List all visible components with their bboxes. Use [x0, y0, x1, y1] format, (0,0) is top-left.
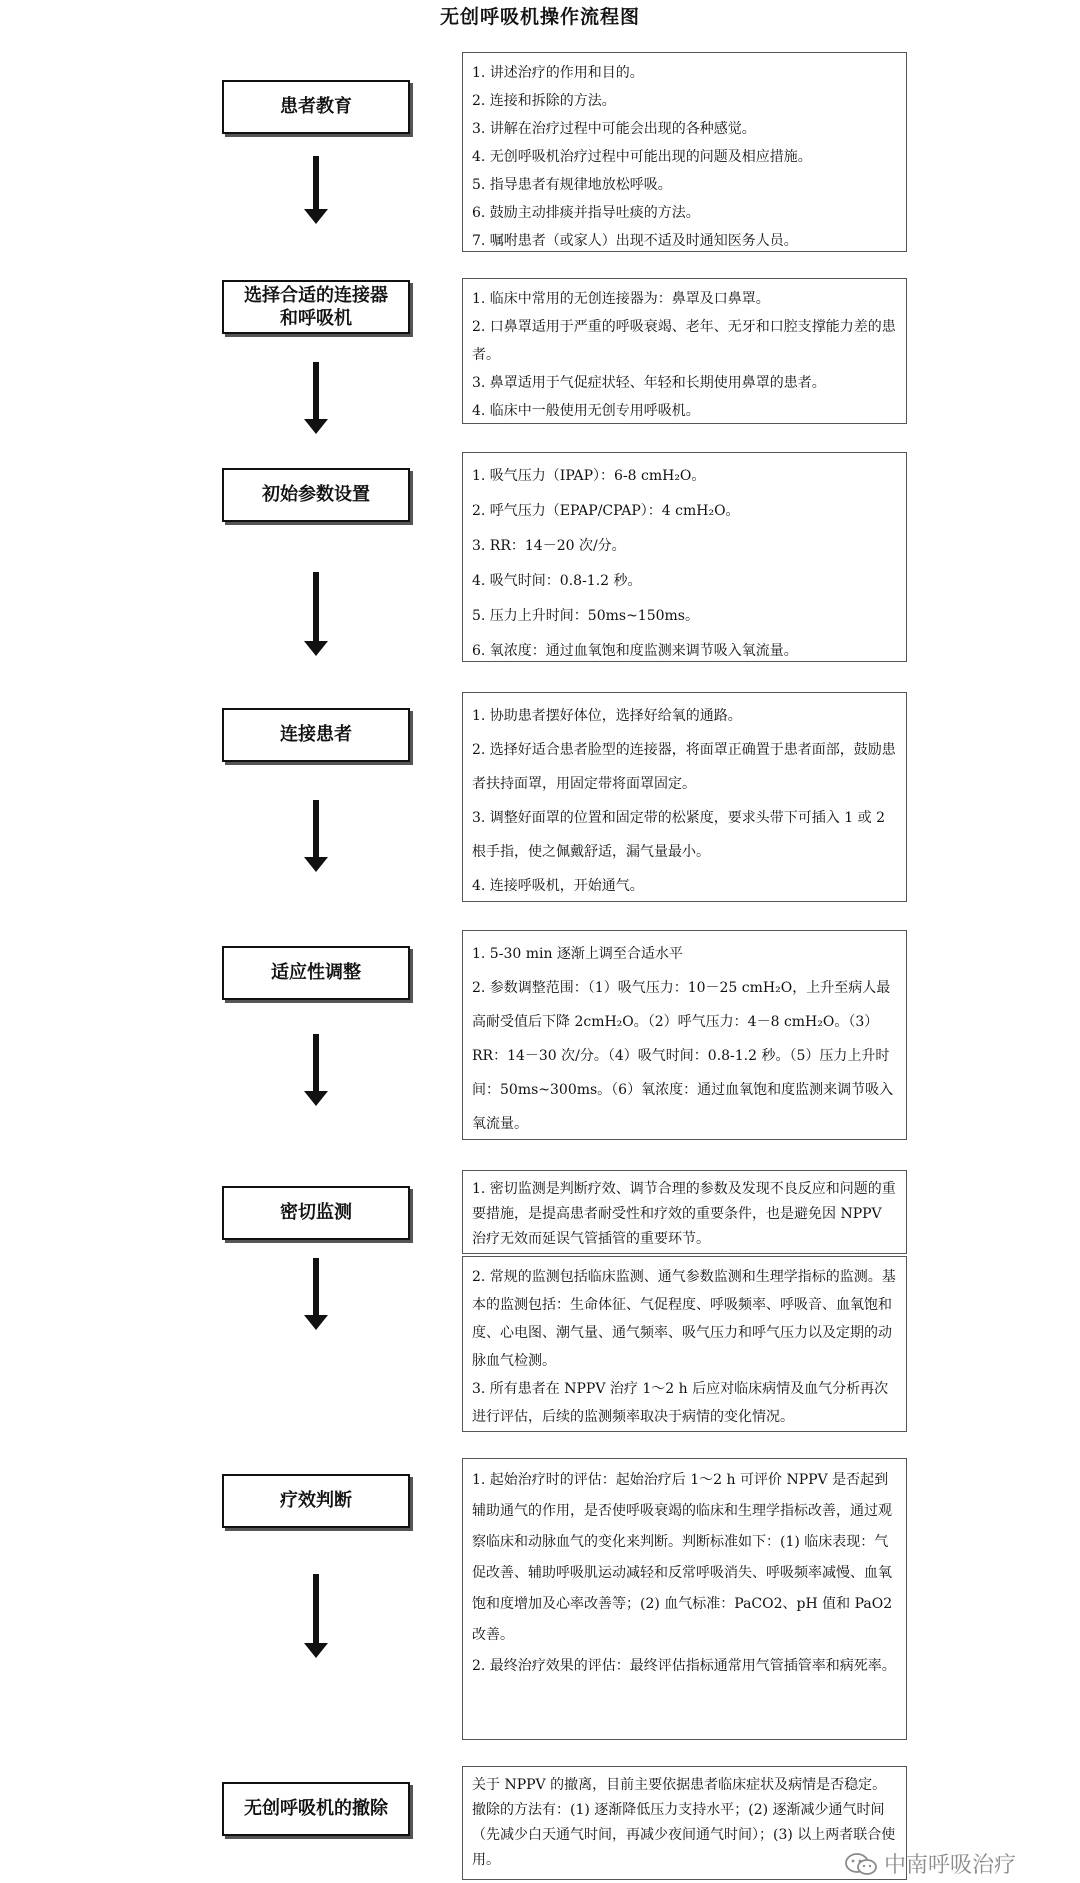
- watermark-text: 中南呼吸治疗: [884, 1853, 1017, 1878]
- wechat-icon: [844, 1852, 878, 1876]
- detail-box-connect: [462, 692, 907, 902]
- step-connect-patient: [222, 708, 410, 762]
- page-title: 无创呼吸机操作流程图: [439, 6, 640, 28]
- detail-box-params: [462, 452, 907, 662]
- detail-box-efficacy: [462, 1458, 907, 1740]
- detail-item: 2. 呼气压力（EPAP/CPAP）：4 cmH₂O。: [472, 503, 740, 519]
- step-adaptive-adjustment: [222, 946, 410, 1000]
- step-label: 选择合适的连接器 和呼吸机: [244, 284, 388, 329]
- detail-item: 1. 协助患者摆好体位，选择好给氧的通路。: [472, 708, 742, 724]
- detail-item: 1. 起始治疗时的评估：起始治疗后 1～2 h 可评价 NPPV 是否起到辅助通气的作用，是否使呼吸衰竭的临床和生理学指标改善，通过观察临床和动脉血气的变化来判断。判断标准如下：(1) 临床表现：气促改善、辅助呼吸肌运动减轻和反常呼吸消失、呼吸频率减慢、血氧饱和度增加及心率改善等；(2) 血气标准：PaCO2、pH 值和 PaO2 改善。: [472, 1472, 893, 1643]
- step-label: 密切监测: [280, 1202, 352, 1224]
- detail-item: 1. 讲述治疗的作用和目的。: [472, 65, 644, 81]
- detail-item: 关于 NPPV 的撤离，目前主要依据患者临床症状及病情是否稳定。撤除的方法有：(1) 逐渐降低压力支持水平；(2) 逐渐减少通气时间（先减少白天通气时间，再减少夜间通气时间）；(3) 以上两者联合使用。: [472, 1777, 896, 1868]
- detail-item: 2. 选择好适合患者脸型的连接器，将面罩正确置于患者面部，鼓励患者扶持面罩，用固定带将面罩固定。: [472, 742, 896, 792]
- step-patient-education: [222, 80, 410, 134]
- detail-item: 2. 最终治疗效果的评估：最终评估指标通常用气管插管率和病死率。: [472, 1658, 896, 1674]
- step-select-connector: [222, 280, 410, 334]
- arrow-down-icon: [313, 362, 319, 420]
- detail-item: 2. 常规的监测包括临床监测、通气参数监测和生理学指标的监测。基本的监测包括：生命体征、气促程度、呼吸频率、呼吸音、血氧饱和度、心电图、潮气量、通气频率、吸气压力和呼气压力以及定期的动脉血气检测。: [472, 1269, 896, 1369]
- detail-item: 2. 口鼻罩适用于严重的呼吸衰竭、老年、无牙和口腔支撑能力差的患者。: [472, 319, 896, 363]
- arrow-down-icon: [313, 1574, 319, 1644]
- step-label: 连接患者: [280, 724, 352, 746]
- step-efficacy-judgment: [222, 1474, 410, 1528]
- detail-item: 2. 连接和拆除的方法。: [472, 93, 616, 109]
- detail-item: 3. 讲解在治疗过程中可能会出现的各种感觉。: [472, 121, 756, 137]
- detail-item: 3. 鼻罩适用于气促症状轻、年轻和长期使用鼻罩的患者。: [472, 375, 826, 391]
- detail-item: 4. 连接呼吸机，开始通气。: [472, 878, 644, 894]
- detail-item: 1. 临床中常用的无创连接器为：鼻罩及口鼻罩。: [472, 291, 770, 307]
- detail-box-education: [462, 52, 907, 252]
- arrow-down-icon: [313, 1034, 319, 1092]
- detail-box-removal: [462, 1766, 907, 1880]
- detail-item: 3. 调整好面罩的位置和固定带的松紧度，要求头带下可插入 1 或 2 根手指，使之佩戴舒适，漏气量最小。: [472, 810, 885, 860]
- detail-item: 1. 5-30 min 逐渐上调至合适水平: [472, 946, 683, 962]
- arrow-down-icon: [313, 156, 319, 210]
- step-label: 适应性调整: [271, 962, 361, 984]
- detail-box-monitoring-2: [462, 1256, 907, 1432]
- arrow-down-icon: [313, 572, 319, 642]
- step-label: 患者教育: [280, 96, 352, 118]
- detail-box-connector: [462, 278, 907, 424]
- step-close-monitoring: [222, 1186, 410, 1240]
- detail-item: 1. 吸气压力（IPAP）：6-8 cmH₂O。: [472, 468, 706, 484]
- step-ventilator-removal: [222, 1782, 410, 1836]
- step-initial-params: [222, 468, 410, 522]
- detail-item: 3. 所有患者在 NPPV 治疗 1～2 h 后应对临床病情及血气分析再次进行评估，后续的监测频率取决于病情的变化情况。: [472, 1381, 889, 1425]
- arrow-down-icon: [313, 800, 319, 858]
- detail-item: 4. 吸气时间：0.8-1.2 秒。: [472, 573, 642, 589]
- detail-item: 2. 参数调整范围：（1）吸气压力：10－25 cmH₂O，上升至病人最高耐受值后下降 2cmH₂O。（2）呼气压力：4－8 cmH₂O。（3）RR：14－30 次/分。（4）吸气时间：0.8-1.2 秒。（5）压力上升时间：50ms~300ms。（6）氧浓度：通过血氧饱和度监测来调节吸入氧流量。: [472, 980, 894, 1132]
- detail-item: 4. 临床中一般使用无创专用呼吸机。: [472, 403, 700, 419]
- detail-item: 4. 无创呼吸机治疗过程中可能出现的问题及相应措施。: [472, 149, 812, 165]
- watermark: [844, 1848, 1016, 1879]
- detail-item: 7. 嘱咐患者（或家人）出现不适及时通知医务人员。: [472, 233, 798, 249]
- step-label: 初始参数设置: [262, 484, 370, 506]
- arrow-down-icon: [313, 1258, 319, 1316]
- detail-item: 6. 鼓励主动排痰并指导吐痰的方法。: [472, 205, 700, 221]
- detail-box-monitoring-1: [462, 1170, 907, 1254]
- detail-box-adjustment: [462, 930, 907, 1140]
- detail-item: 3. RR：14－20 次/分。: [472, 538, 626, 554]
- detail-item: 5. 指导患者有规律地放松呼吸。: [472, 177, 672, 193]
- detail-item: 6. 氧浓度：通过血氧饱和度监测来调节吸入氧流量。: [472, 643, 798, 659]
- step-label: 无创呼吸机的撤除: [244, 1798, 388, 1820]
- detail-item: 5. 压力上升时间：50ms~150ms。: [472, 608, 699, 624]
- detail-item: 1. 密切监测是判断疗效、调节合理的参数及发现不良反应和问题的重要措施，是提高患者耐受性和疗效的重要条件，也是避免因 NPPV 治疗无效而延误气管插管的重要环节。: [472, 1181, 896, 1247]
- step-label: 疗效判断: [280, 1490, 352, 1512]
